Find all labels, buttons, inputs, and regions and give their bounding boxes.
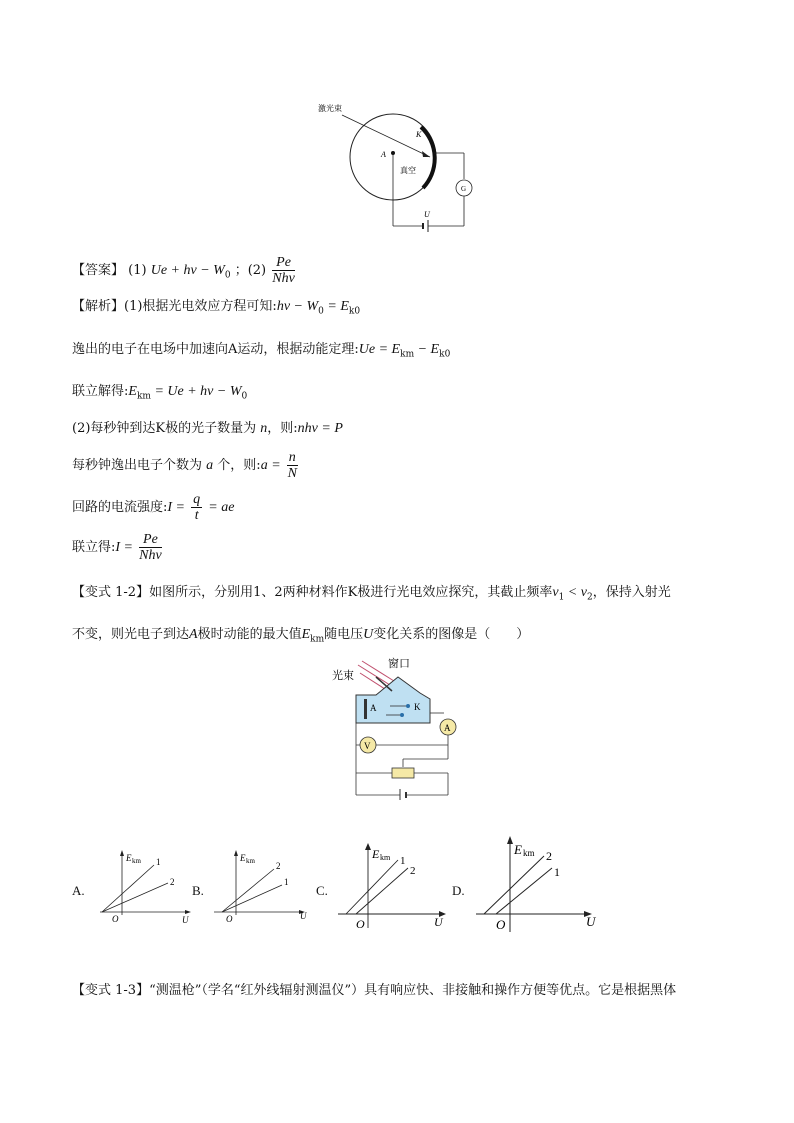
y-axis-arrow	[120, 850, 124, 856]
variant12-text2-u: U	[363, 627, 374, 642]
analysis-l3-expr: = Ue + hν − W	[150, 384, 242, 399]
y-label-sub: km	[523, 848, 535, 858]
analysis-l1-eq: = E	[323, 299, 349, 314]
laser-label: 激光束	[318, 104, 342, 113]
analysis-line-6	[72, 492, 234, 523]
analysis-l2-sub1: km	[400, 349, 415, 360]
tube-k-label: K	[414, 702, 421, 712]
analysis-l3-sub0: 0	[241, 391, 248, 402]
analysis-l1-text: (1)根据光电效应方程可知:	[124, 299, 277, 314]
series-line-2	[102, 883, 168, 912]
analysis-l5-text: 每秒钟逸出电子个数为	[72, 458, 203, 473]
tube-a-label: A	[370, 703, 377, 713]
answer-part2-fraction	[272, 255, 295, 286]
analysis-l1-expr: hν − W	[276, 299, 319, 314]
analysis-l5-then: 个，则:	[217, 458, 261, 473]
analysis-l5-den: N	[287, 466, 297, 481]
y-label: E	[240, 853, 246, 863]
analysis-l2-expr: Ue = E	[358, 342, 401, 357]
x-axis-arrow	[185, 910, 191, 914]
variant12-line-2	[72, 626, 529, 649]
series-line-2	[484, 856, 544, 914]
analysis-line-4	[72, 420, 343, 438]
analysis-l6-lhs: I =	[167, 500, 185, 515]
analysis-line-5	[72, 450, 300, 481]
option-a-letter[interactable]: A.	[72, 883, 85, 898]
variant12-text2a: 不变，则光电子到达	[72, 627, 190, 642]
variant12-text2b: 极时动能的最大值	[197, 627, 302, 642]
analysis-l4-expr: nhν = P	[297, 421, 343, 436]
variant12-text1b: ，保持入射光	[592, 585, 671, 600]
window-label: 窗口	[388, 658, 410, 670]
analysis-l7-lhs: I =	[115, 540, 133, 555]
analysis-l3-e: E	[128, 384, 137, 399]
analysis-l3-text: 联立解得:	[72, 384, 129, 399]
analysis-l4-text: (2)每秒钟到达K极的光子数量为	[72, 421, 257, 436]
option-d-graph[interactable]	[470, 832, 605, 932]
option-a-graph[interactable]	[92, 845, 202, 925]
answer-part1-sub: 0	[224, 270, 231, 281]
option-b-letter[interactable]: B.	[192, 883, 204, 898]
analysis-l1-sub1: k0	[348, 306, 361, 317]
x-label: U	[182, 915, 189, 925]
variant13-prefix: 【变式 1-3】	[72, 983, 150, 998]
beam-label: 光束	[332, 670, 354, 682]
series-line-1	[102, 865, 154, 912]
variant13-line	[72, 982, 676, 1000]
variant12-text1: 如图所示，分别用1、2两种材料作K极进行光电效应探究，其截止频率	[149, 585, 553, 600]
y-label: E	[372, 847, 380, 861]
laser-arrow-head	[422, 151, 430, 157]
line-label-upper: 2	[276, 861, 281, 871]
origin-label: O	[496, 917, 506, 932]
variant12-nu1-sub: 1	[558, 592, 565, 603]
analysis-l6-text: 回路的电流强度:	[72, 500, 168, 515]
x-label: U	[586, 914, 596, 929]
line-label-lower: 1	[554, 865, 560, 879]
y-label-sub: km	[246, 857, 255, 865]
variant12-text2d: 变化关系的图像是（ ）	[373, 627, 530, 642]
answer-line	[72, 255, 297, 286]
y-axis-arrow	[365, 843, 371, 850]
answer-part2-num: Pe	[272, 255, 295, 271]
x-label: U	[434, 915, 443, 929]
option-c-letter[interactable]: C.	[316, 883, 328, 898]
analysis-l7-num: Pe	[139, 532, 162, 548]
variant13-text: “测温枪”（学名“红外线辐射测温仪”）具有响应快、非接触和操作方便等优点。它是根据黑体	[149, 983, 677, 998]
a-label: A	[381, 150, 386, 159]
option-c-graph[interactable]	[334, 838, 454, 930]
analysis-line-3	[72, 383, 247, 406]
rheostat	[392, 768, 414, 778]
g-label: G	[461, 185, 467, 193]
analysis-l6-num: q	[193, 492, 201, 507]
line-label-upper: 1	[156, 857, 161, 867]
analysis-l4-n: n	[260, 421, 268, 436]
analysis-l7-den: Nhν	[139, 548, 162, 563]
answer-sep: ；(2)	[234, 263, 267, 278]
voltmeter-label: V	[364, 741, 371, 751]
y-axis-arrow	[234, 850, 238, 856]
analysis-l4-then: ，则:	[267, 421, 298, 436]
variant12-text2-a: A	[189, 627, 198, 642]
option-b-graph[interactable]	[208, 845, 318, 925]
y-label: E	[126, 853, 132, 863]
line-label-lower: 2	[410, 865, 416, 877]
analysis-l5-num: n	[288, 450, 296, 465]
analysis-l3-sub: km	[136, 391, 151, 402]
variant12-nu2: ν	[580, 585, 587, 600]
x-label: U	[300, 911, 307, 921]
analysis-l2-text: 逸出的电子在电场中加速向A运动，根据动能定理:	[72, 342, 359, 357]
series-line-1	[346, 860, 398, 914]
vacuum-label: 真空	[400, 166, 416, 175]
analysis-prefix: 【解析】	[72, 299, 125, 314]
variant12-text2c: 随电压	[324, 627, 364, 642]
u-label: U	[424, 210, 430, 219]
line-label-upper: 1	[400, 855, 406, 867]
variant12-prefix: 【变式 1-2】	[72, 585, 150, 600]
series-line-2	[356, 868, 408, 914]
cathode-k-arc	[421, 127, 435, 188]
electron-dot	[400, 713, 404, 717]
phototube-circuit-diagram	[330, 655, 470, 800]
answer-part2-den: Nhν	[272, 271, 295, 286]
series-line-1	[222, 885, 282, 912]
y-axis-arrow	[507, 836, 513, 844]
analysis-line-1	[72, 298, 360, 321]
answer-part1-num: (1)	[128, 263, 147, 278]
series-line-2	[222, 869, 274, 912]
anode-a-dot	[391, 151, 395, 155]
option-d-letter[interactable]: D.	[452, 883, 465, 898]
variant12-text2-esub: km	[310, 634, 325, 645]
y-label-sub: km	[132, 857, 141, 865]
photocell-diagram-1	[300, 95, 500, 235]
variant12-text2-e: E	[301, 627, 311, 642]
variant12-nu1: ν	[552, 585, 559, 600]
variant12-line-1	[72, 584, 671, 607]
analysis-l2-minus: − E	[414, 342, 440, 357]
answer-part1-expr: Ue + hν − W	[150, 263, 225, 278]
ammeter-label: A	[444, 723, 451, 733]
origin-label: O	[226, 914, 233, 924]
answer-prefix: 【答案】	[72, 263, 125, 278]
analysis-l6-fraction	[191, 492, 202, 523]
line-label-upper: 2	[546, 849, 552, 863]
electron-dot	[406, 704, 410, 708]
analysis-l1-sub0: 0	[318, 306, 324, 317]
origin-label: O	[356, 917, 365, 930]
variant12-nu2-sub: 2	[586, 592, 593, 603]
analysis-l7-text: 联立得:	[72, 540, 116, 555]
analysis-l5-a: a	[206, 458, 214, 473]
analysis-l5-fraction	[287, 450, 298, 481]
analysis-l2-sub2: k0	[439, 349, 451, 360]
origin-label: O	[112, 914, 119, 924]
line-label-lower: 2	[170, 877, 175, 887]
k-label: K	[416, 130, 422, 139]
phototube-body	[356, 677, 430, 723]
y-label-sub: km	[380, 853, 391, 862]
variant12-lt: <	[564, 585, 581, 600]
analysis-l6-rhs: = ae	[208, 500, 235, 515]
analysis-l7-fraction	[139, 532, 162, 563]
y-label: E	[514, 842, 522, 857]
anode-plate	[364, 699, 367, 719]
analysis-l5-lhs: a =	[260, 458, 281, 473]
analysis-line-7	[72, 532, 164, 563]
analysis-line-2	[72, 341, 450, 364]
analysis-l6-den: t	[194, 508, 199, 523]
line-label-lower: 1	[284, 877, 289, 887]
